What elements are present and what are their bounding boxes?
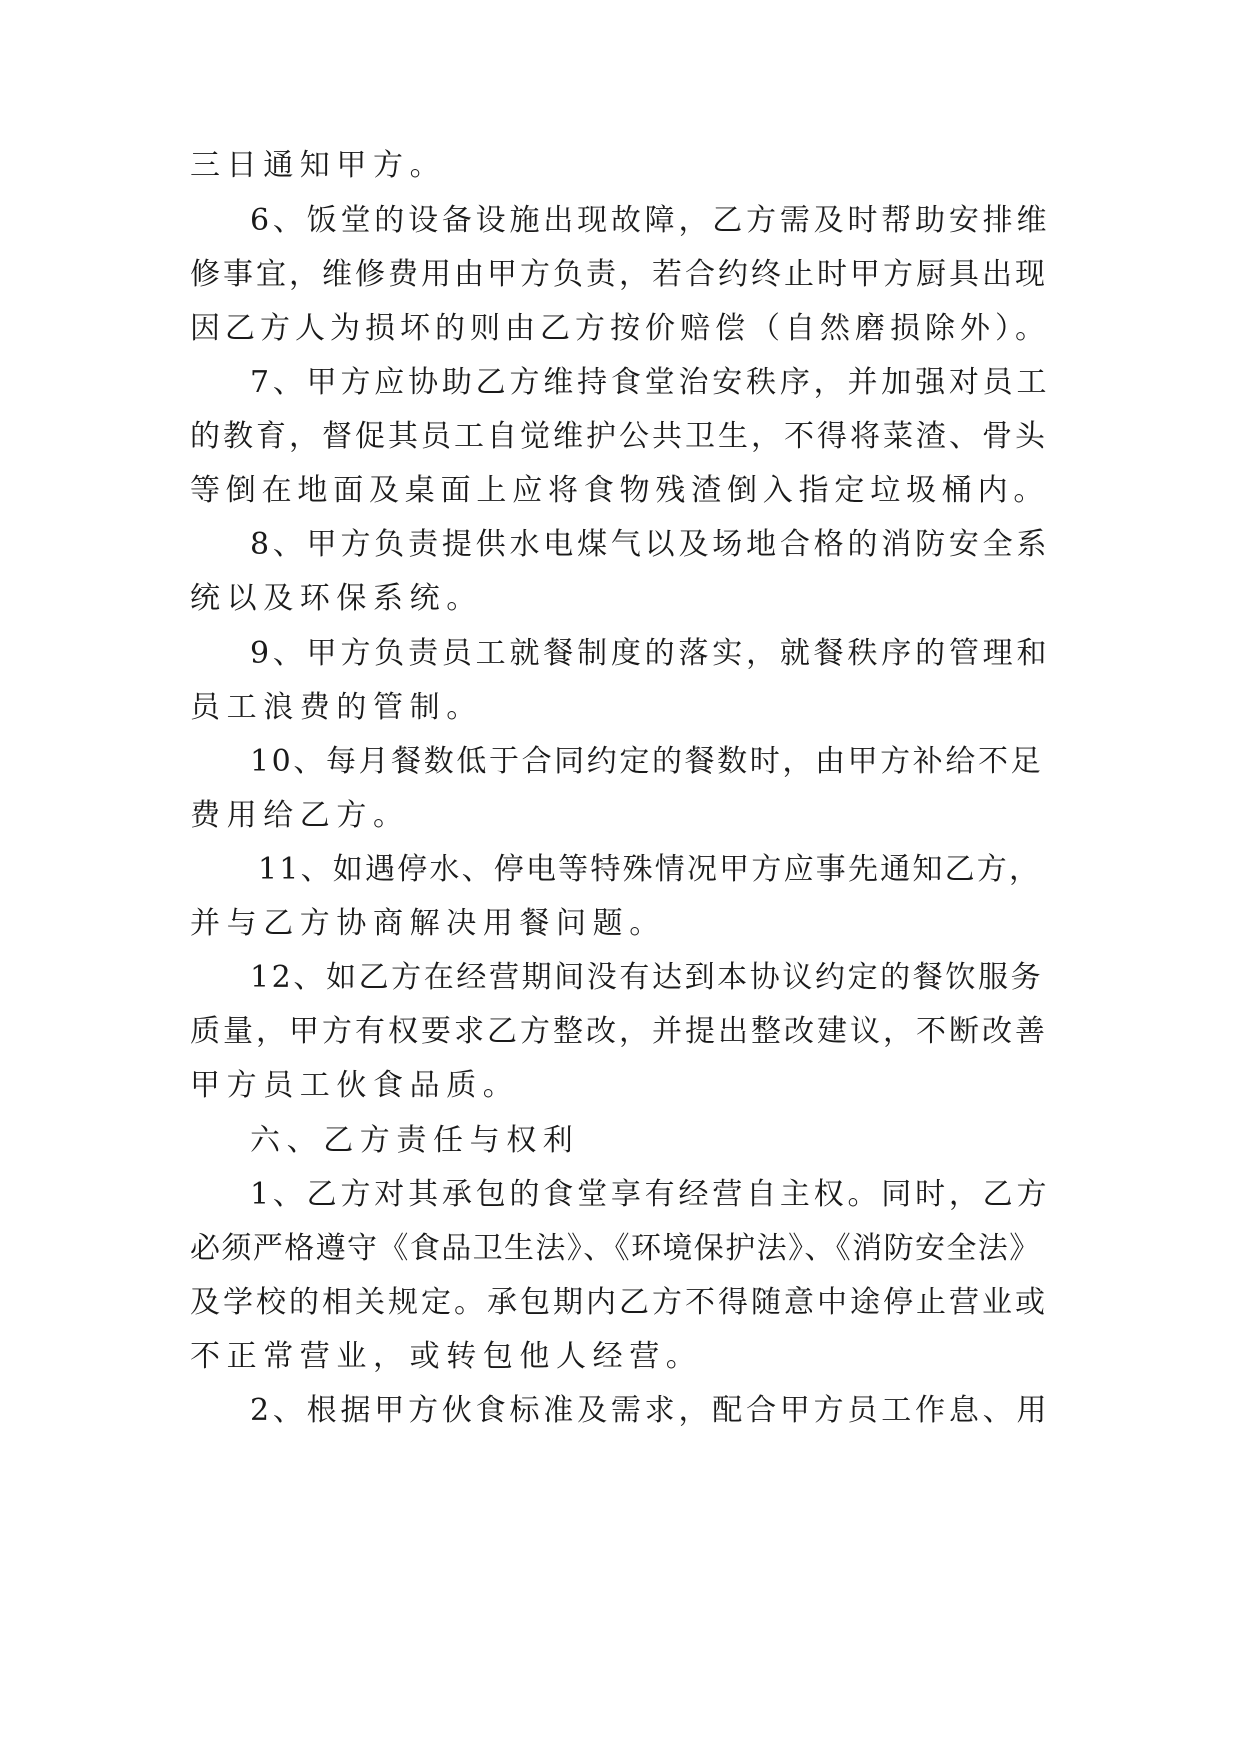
text-line: 员工浪费的管制。 xyxy=(190,690,483,725)
text-line: 修事宜，维修费用由甲方负责，若合约终止时甲方厨具出现 xyxy=(190,257,1048,292)
text-line: 不正常营业，或转包他人经营。 xyxy=(190,1339,703,1374)
text-line: 1、乙方对其承包的食堂享有经营自主权。同时，乙方 xyxy=(250,1177,1051,1212)
text-line: 2、根据甲方伙食标准及需求，配合甲方员工作息、用 xyxy=(250,1393,1051,1428)
section-heading: 六、乙方责任与权利 xyxy=(250,1123,580,1158)
text-line: 甲方员工伙食品质。 xyxy=(190,1068,520,1103)
text-line: 及学校的相关规定。承包期内乙方不得随意中途停止营业或 xyxy=(190,1285,1048,1320)
text-line: 8、甲方负责提供水电煤气以及场地合格的消防安全系 xyxy=(250,527,1051,562)
text-line: 因乙方人为损坏的则由乙方按价赔偿（自然磨损除外）。 xyxy=(190,311,1050,346)
text-line: 12、如乙方在经营期间没有达到本协议约定的餐饮服务 xyxy=(250,960,1044,995)
text-line: 三日通知甲方。 xyxy=(190,148,447,183)
text-line: 等倒在地面及桌面上应将食物残渣倒入指定垃圾桶内。 xyxy=(190,473,1050,508)
text-line: 统以及环保系统。 xyxy=(190,581,483,616)
text-line: 6、饭堂的设备设施出现故障，乙方需及时帮助安排维 xyxy=(250,203,1051,238)
text-line: 9、甲方负责员工就餐制度的落实，就餐秩序的管理和 xyxy=(250,636,1051,671)
text-line: 并与乙方协商解决用餐问题。 xyxy=(190,906,666,941)
text-line: 的教育，督促其员工自觉维护公共卫生，不得将菜渣、骨头 xyxy=(190,419,1048,454)
text-line: 费用给乙方。 xyxy=(190,798,410,833)
text-line: 11、如遇停水、停电等特殊情况甲方应事先通知乙方， xyxy=(258,852,1042,887)
text-line: 10、每月餐数低于合同约定的餐数时，由甲方补给不足 xyxy=(250,744,1044,779)
text-line: 7、甲方应协助乙方维持食堂治安秩序，并加强对员工 xyxy=(250,365,1051,400)
text-line: 质量，甲方有权要求乙方整改，并提出整改建议，不断改善 xyxy=(190,1014,1048,1049)
text-line: 必须严格遵守《食品卫生法》、《环境保护法》、《消防安全法》 xyxy=(190,1231,1041,1266)
